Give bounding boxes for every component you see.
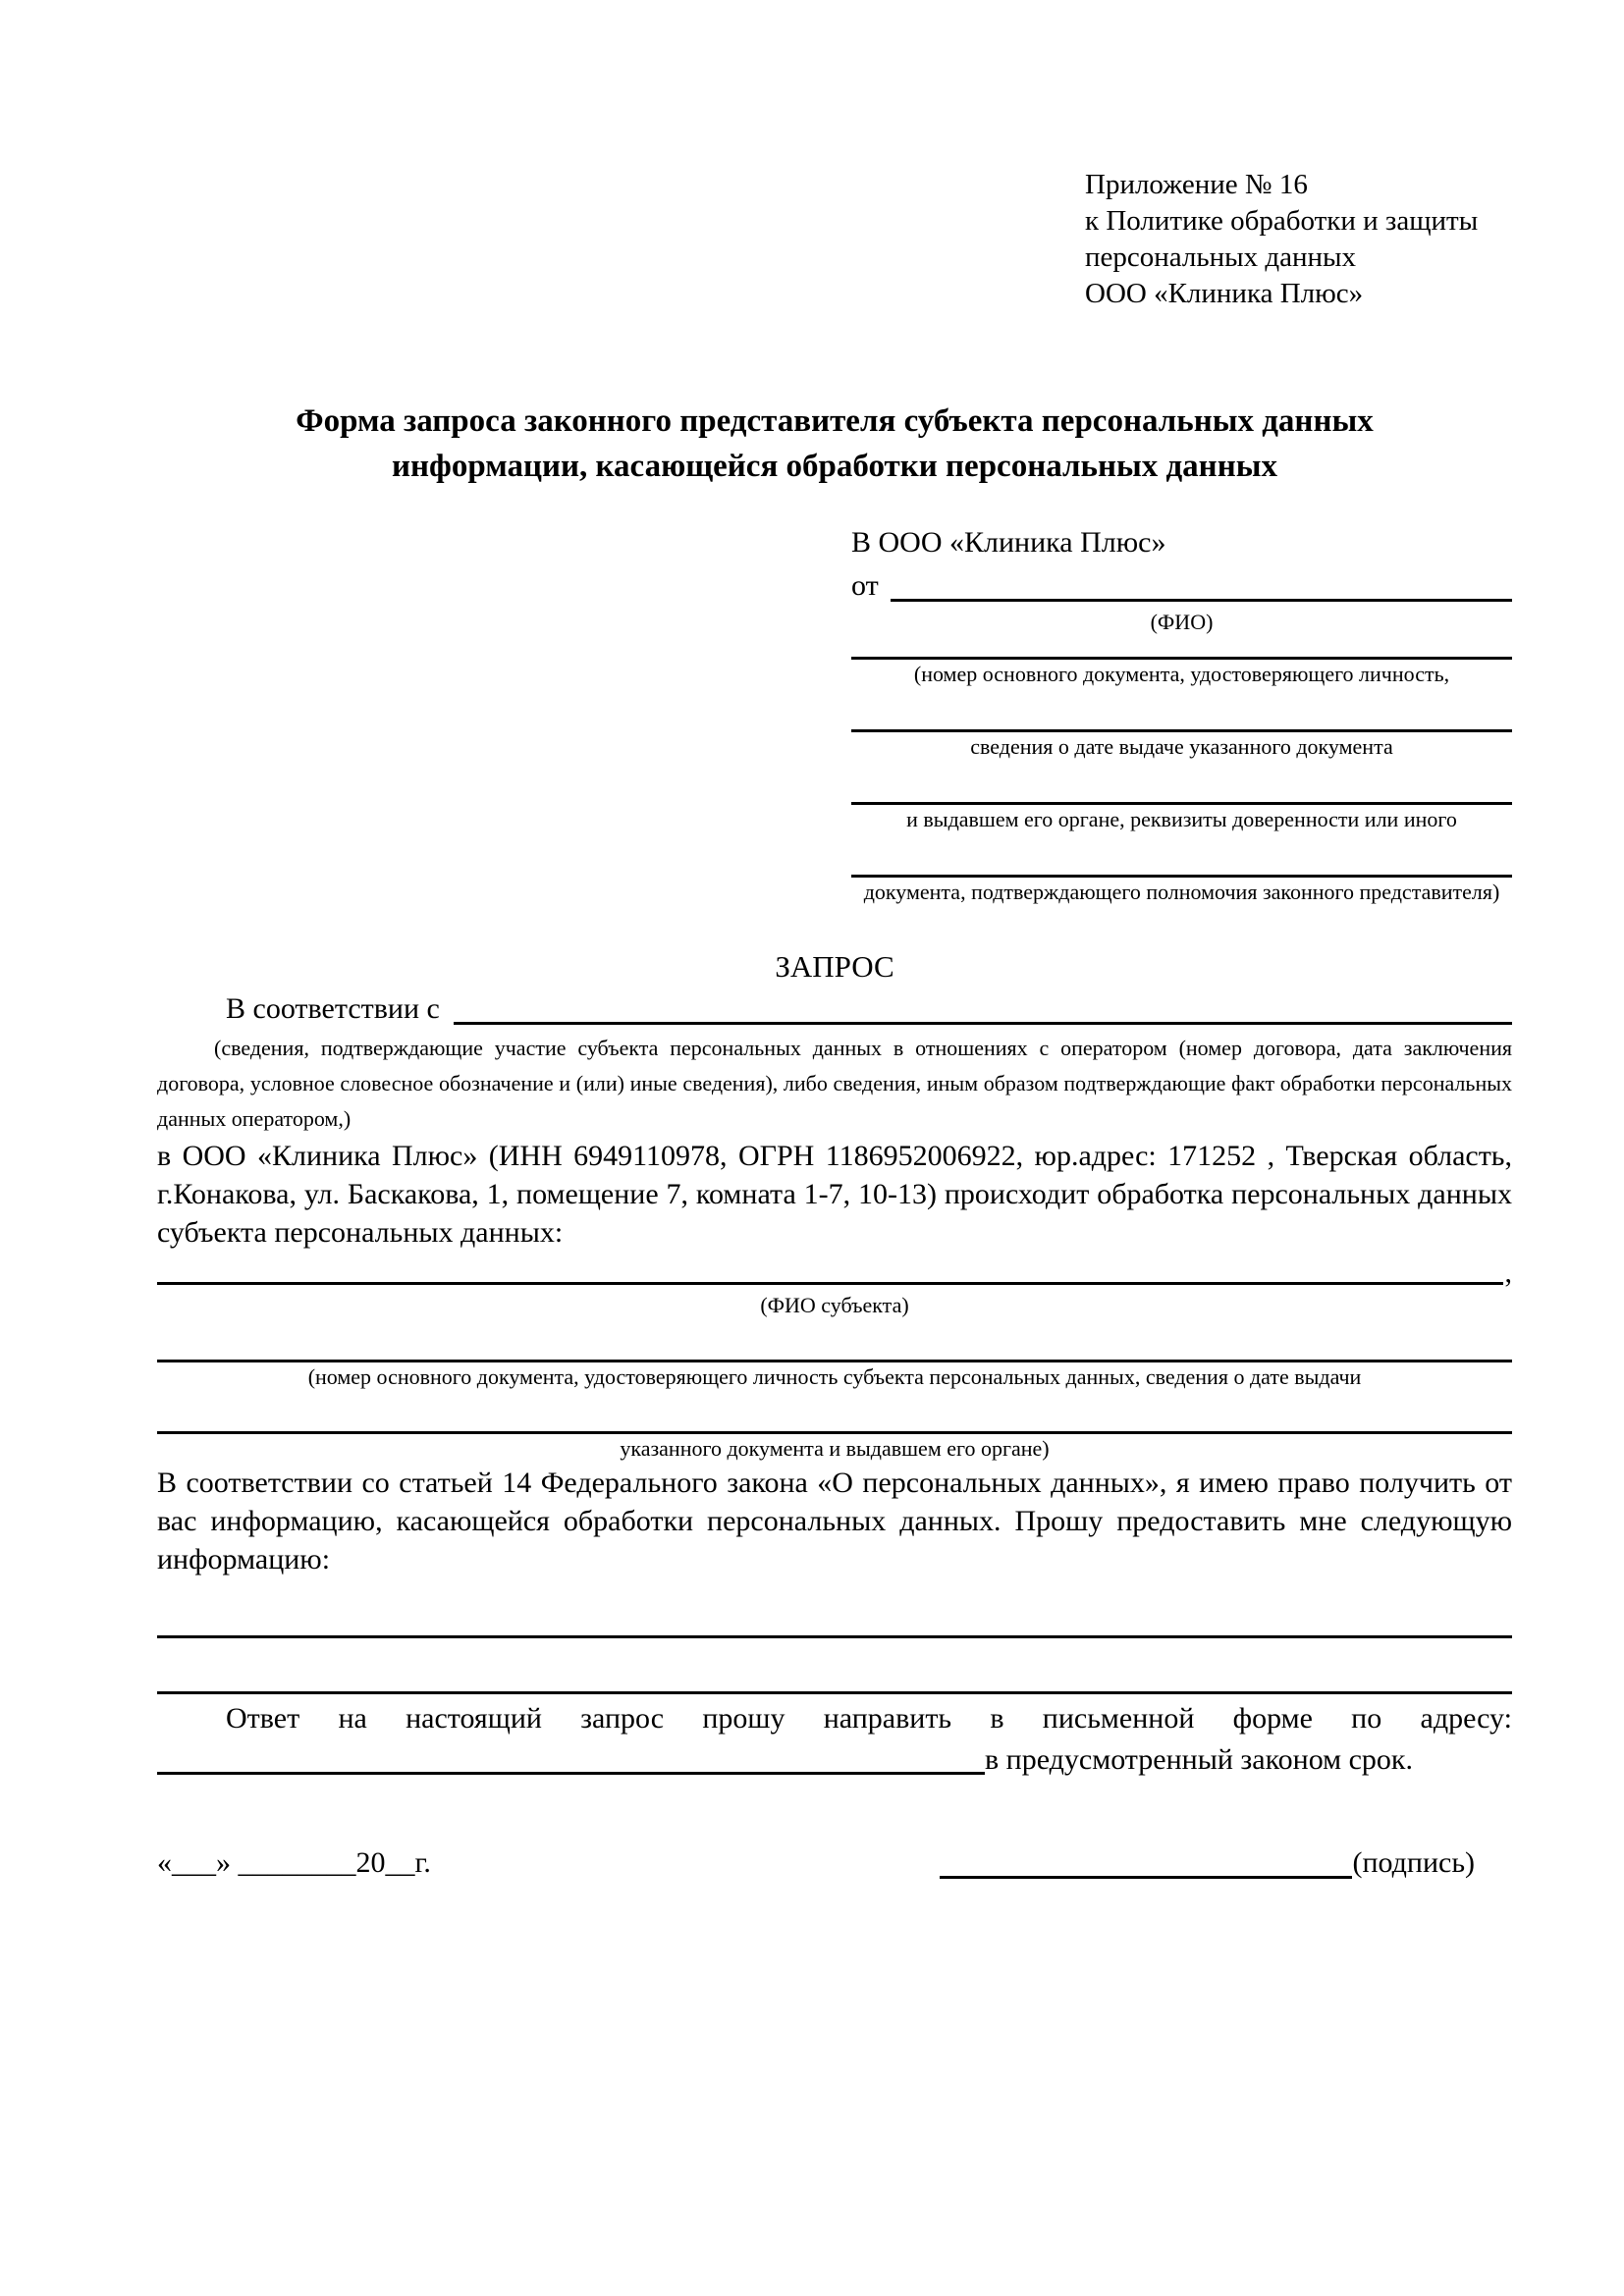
appendix-line-3: персональных данных bbox=[1085, 241, 1357, 273]
signature-caption: (подпись) bbox=[1352, 1846, 1475, 1879]
operator-paragraph: в ООО «Клиника Плюс» (ИНН 6949110978, ОГРН 1186952006922, юр.адрес: 171252 , Тверская область, г.Конакова, ул. Баскакова, 1, помещение 7, комната 1-7, 10-13) происходит обработка персональных данных субъекта персональных данных: bbox=[157, 1140, 1512, 1249]
appendix-line-4: ООО «Клиника Плюс» bbox=[1085, 278, 1364, 309]
doc-blank-line-2 bbox=[851, 689, 1512, 732]
from-label: от bbox=[851, 569, 879, 602]
fio-caption: (ФИО) bbox=[1150, 610, 1214, 634]
doc-caption-4: документа, подтверждающего полномочия законного представителя) bbox=[863, 880, 1500, 904]
doc-blank-line-1 bbox=[851, 637, 1512, 660]
date-field: «___» ________20__г. bbox=[157, 1846, 431, 1879]
request-heading: ЗАПРОС bbox=[775, 949, 894, 984]
info-blank-line-2 bbox=[157, 1638, 1512, 1694]
appendix-line-1: Приложение № 16 bbox=[1085, 169, 1308, 200]
accordance-caption: (сведения, подтверждающие участие субъекта персональных данных в отношениях с оператором (номер договора, дата заключения договора, условное словесное обозначение и (или) иные сведения), либо сведения, иным образом подтверждающие факт обработки персональных данных оператором,) bbox=[157, 1036, 1512, 1131]
accordance-blank-line bbox=[454, 988, 1512, 1025]
form-title bbox=[157, 399, 1512, 489]
doc-blank-line-4 bbox=[851, 834, 1512, 878]
addressee-block bbox=[851, 521, 1512, 907]
form-title-line-2: информации, касающейся обработки персональных данных bbox=[392, 449, 1277, 484]
appendix-header bbox=[1085, 167, 1512, 312]
signature-line bbox=[940, 1876, 1352, 1879]
doc-blank-line-3 bbox=[851, 762, 1512, 805]
subject-doc-blank-line-2 bbox=[157, 1392, 1512, 1434]
subject-doc-blank-line-1 bbox=[157, 1320, 1512, 1362]
subject-line-comma: , bbox=[1504, 1256, 1512, 1289]
doc-caption-1: (номер основного документа, удостоверяющего личность, bbox=[913, 662, 1450, 686]
from-row bbox=[851, 564, 1512, 608]
answer-intro: Ответ на настоящий запрос прошу направить в письменной форме по адресу: bbox=[226, 1702, 1512, 1735]
subject-fio-blank-line bbox=[157, 1255, 1503, 1285]
footer-row bbox=[157, 1842, 1512, 1885]
fio-blank-line bbox=[891, 564, 1512, 602]
signature-block bbox=[940, 1842, 1475, 1885]
info-blank-line-1 bbox=[157, 1596, 1512, 1638]
subject-doc-caption-1: (номер основного документа, удостоверяющего личность субъекта персональных данных, сведения о дате выдачи bbox=[307, 1364, 1362, 1389]
addressee-to: В ООО «Клиника Плюс» bbox=[851, 526, 1166, 559]
doc-caption-2: сведения о дате выдаче указанного документа bbox=[970, 734, 1393, 759]
appendix-line-2: к Политике обработки и защиты bbox=[1085, 205, 1479, 237]
answer-tail: в предусмотренный законом срок. bbox=[985, 1743, 1413, 1776]
form-title-line-1: Форма запроса законного представителя субъекта персональных данных bbox=[296, 403, 1374, 439]
doc-caption-3: и выдавшем его органе, реквизиты доверенности или иного bbox=[906, 807, 1457, 831]
address-blank-line bbox=[157, 1739, 985, 1775]
accordance-row bbox=[157, 988, 1512, 1031]
subject-fio-row bbox=[157, 1255, 1512, 1291]
law-paragraph: В соответствии со статьей 14 Федерального закона «О персональных данных», я имею право получить от вас информацию, касающейся обработки персональных данных. Прошу предоставить мне следующую информацию: bbox=[157, 1467, 1512, 1575]
accordance-label: В соответствии с bbox=[226, 992, 440, 1025]
subject-fio-caption: (ФИО субъекта) bbox=[760, 1293, 909, 1317]
answer-row bbox=[157, 1739, 1512, 1781]
subject-doc-caption-2: указанного документа и выдавшем его органе) bbox=[620, 1436, 1050, 1461]
